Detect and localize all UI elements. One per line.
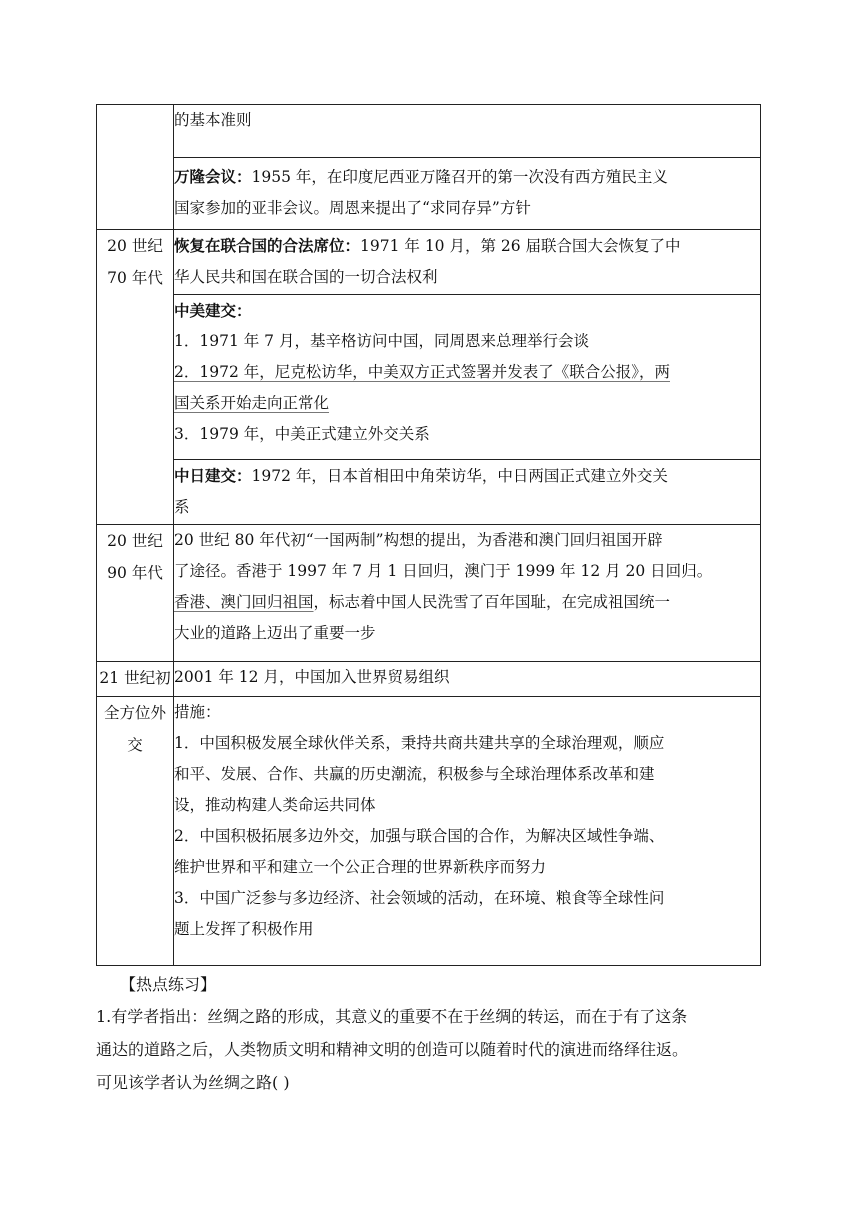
question-line: 可见该学者认为丝绸之路( ) [96,1073,290,1092]
table-row [97,295,761,460]
text-line: 3．中国广泛参与多边经济、社会领域的活动，在环境、粮食等全球性问 [174,889,665,907]
text-line: 系 [174,498,190,516]
period-label: 90 年代 [107,564,163,582]
text-line: 1972 年，日本首相田中角荣访华，中日两国正式建立外交关 [251,467,668,485]
text-line: 华人民共和国在联合国的一切合法权利 [174,268,438,286]
text-line: 的基本准则 [174,111,252,129]
period-cell-21st [97,662,174,697]
period-label: 20 世纪 [107,532,163,550]
content-cell [174,105,761,158]
diplomacy-timeline-table [96,104,761,966]
text-line: 2001 年 12 月，中国加入世界贸易组织 [174,668,450,686]
period-cell-omni [97,697,174,966]
table-row [97,230,761,295]
period-cell-empty [97,105,174,230]
text-line-underlined: 国关系开始走向正常化 [174,394,330,412]
text-line: 1．中国积极发展全球伙伴关系，秉持共商共建共享的全球治理观，顺应 [174,734,665,752]
text-line: 了途径。香港于 1997 年 7 月 1 日回归，澳门于 1999 年 12 月 20 日回归。 [174,562,713,580]
table-row [97,157,761,229]
content-cell-measures [174,697,761,966]
text-line: ，标志着中国人民洗雪了百年国耻，在完成祖国统一 [313,593,671,611]
text-line: 3．1979 年，中美正式建立外交关系 [174,425,430,443]
text-line: 设，推动构建人类命运共同体 [174,796,376,814]
period-label: 21 世纪初 [99,669,171,687]
content-cell-sino-us [174,295,761,460]
text-line: 和平、发展、合作、共赢的历史潮流，积极参与全球治理体系改革和建 [174,765,655,783]
table-row [97,697,761,966]
text-line: 20 世纪 80 年代初“一国两制”构想的提出，为香港和澳门回归祖国开辟 [174,531,663,549]
text-line: 大业的道路上迈出了重要一步 [174,624,376,642]
content-cell-hk-macau [174,525,761,662]
period-cell-1970s [97,230,174,525]
text-line: 2．中国积极拓展多边外交，加强与联合国的合作，为解决区域性争端、 [174,827,665,845]
question-line: 通达的道路之后，人类物质文明和精神文明的创造可以随着时代的演进而络绎往返。 [96,1040,689,1059]
text-line: 国家参加的亚非会议。周恩来提出了“求同存异”方针 [174,198,531,217]
period-label: 70 年代 [107,269,163,287]
text-line: 维护世界和平和建立一个公正合理的世界新秩序而努力 [174,858,547,876]
table-row [97,460,761,525]
table-row [97,105,761,158]
table-row [97,525,761,662]
content-cell-sino-japan [174,460,761,525]
question-1 [96,1000,761,1099]
text-line-underlined: 2．1972 年，尼克松访华，中美双方正式签署并发表了《联合公报》，两 [174,363,670,381]
text-line: 1955 年，在印度尼西亚万隆召开的第一次没有西方殖民主义 [251,167,668,186]
block-title: 万隆会议： [174,166,252,186]
block-title: 中美建交： [174,301,252,320]
question-line: 1.有学者指出：丝绸之路的形成，其意义的重要不在于丝绸的转运，而在于有了这条 [96,1007,688,1026]
content-cell-un-seat [174,230,761,295]
block-title: 中日建交： [174,466,252,485]
text-line: 题上发挥了积极作用 [174,920,314,938]
practice-header: 【热点练习】 [120,975,217,994]
text-line: 措施： [174,703,221,721]
text-line: 1971 年 10 月，第 26 届联合国大会恢复了中 [360,237,681,255]
period-label: 全方位外 [103,704,166,722]
block-title: 恢复在联合国的合法席位： [174,236,361,255]
text-line: 1．1971 年 7 月，基辛格访问中国，同周恩来总理举行会谈 [174,332,589,350]
content-cell-bandung [174,157,761,229]
table-row [97,662,761,697]
period-label: 20 世纪 [107,237,163,255]
content-cell-wto [174,662,761,697]
period-cell-1990s [97,525,174,662]
text-line-underlined: 香港、澳门回归祖国 [174,593,314,611]
period-label: 交 [127,736,143,754]
